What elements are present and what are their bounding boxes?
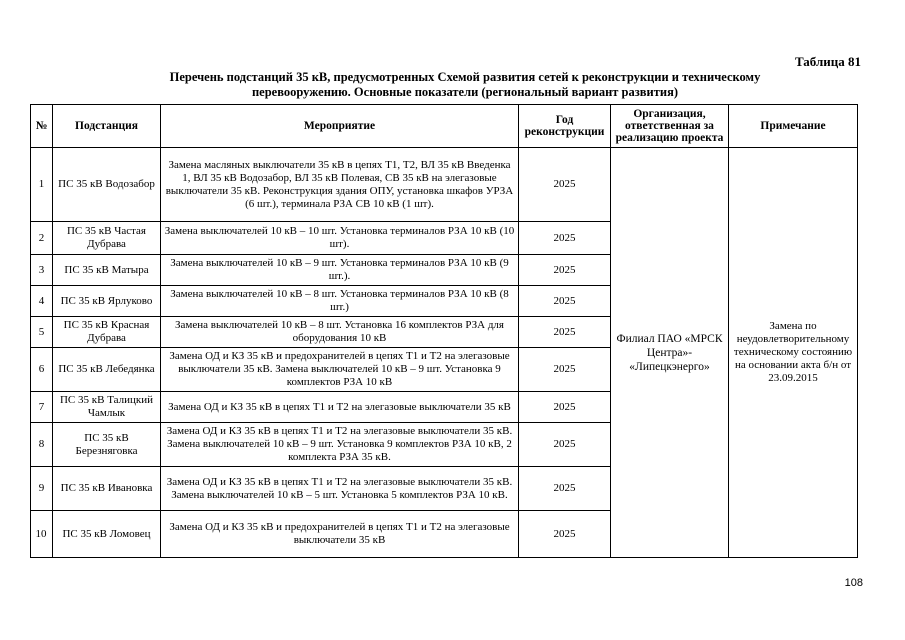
row-measure: Замена выключателей 10 кВ – 9 шт. Установка терминалов РЗА 10 кВ (9 шт.). <box>161 255 519 286</box>
row-num: 1 <box>31 148 53 222</box>
header-substation: Подстанция <box>53 105 161 148</box>
row-year: 2025 <box>519 317 611 348</box>
row-num: 10 <box>31 511 53 558</box>
row-year: 2025 <box>519 222 611 255</box>
row-substation: ПС 35 кВ Ломовец <box>53 511 161 558</box>
row-substation: ПС 35 кВ Водозабор <box>53 148 161 222</box>
row-num: 5 <box>31 317 53 348</box>
row-substation: ПС 35 кВ Частая Дубрава <box>53 222 161 255</box>
table-row <box>31 148 858 222</box>
row-year: 2025 <box>519 467 611 511</box>
substations-table <box>30 104 858 558</box>
row-year: 2025 <box>519 348 611 392</box>
row-measure: Замена выключателей 10 кВ – 10 шт. Установка терминалов РЗА 10 кВ (10 шт). <box>161 222 519 255</box>
note-cell: Замена по неудовлетворительному техническому состоянию на основании акта б/н от 23.09.2015 <box>729 148 858 558</box>
row-substation: ПС 35 кВ Матыра <box>53 255 161 286</box>
row-num: 4 <box>31 286 53 317</box>
row-year: 2025 <box>519 511 611 558</box>
row-num: 6 <box>31 348 53 392</box>
row-year: 2025 <box>519 392 611 423</box>
row-substation: ПС 35 кВ Березняговка <box>53 423 161 467</box>
row-num: 9 <box>31 467 53 511</box>
table-caption: Перечень подстанций 35 кВ, предусмотренных Схемой развития сетей к реконструкции и техническому перевооружению. Основные показатели (региональный вариант развития) <box>169 70 761 99</box>
row-year: 2025 <box>519 255 611 286</box>
header-measure: Мероприятие <box>161 105 519 148</box>
row-year: 2025 <box>519 423 611 467</box>
header-year: Год реконструкции <box>519 105 611 148</box>
row-substation: ПС 35 кВ Красная Дубрава <box>53 317 161 348</box>
row-year: 2025 <box>519 148 611 222</box>
row-substation: ПС 35 кВ Лебедянка <box>53 348 161 392</box>
row-measure: Замена ОД и КЗ 35 кВ в цепях Т1 и Т2 на элегазовые выключатели 35 кВ <box>161 392 519 423</box>
row-measure: Замена выключателей 10 кВ – 8 шт. Установка терминалов РЗА 10 кВ (8 шт.) <box>161 286 519 317</box>
header-note: Примечание <box>729 105 858 148</box>
row-substation: ПС 35 кВ Ярлуково <box>53 286 161 317</box>
table-header-row <box>31 105 858 148</box>
row-num: 8 <box>31 423 53 467</box>
row-num: 2 <box>31 222 53 255</box>
organization-cell: Филиал ПАО «МРСК Центра»- «Липецкэнерго» <box>611 148 729 558</box>
header-num: № <box>31 105 53 148</box>
row-measure: Замена ОД и КЗ 35 кВ в цепях Т1 и Т2 на элегазовые выключатели 35 кВ. Замена выключателей 10 кВ – 5 шт. Установка 5 комплектов РЗА 10 кВ. <box>161 467 519 511</box>
page-number: 108 <box>844 577 863 589</box>
row-measure: Замена ОД и КЗ 35 кВ в цепях Т1 и Т2 на элегазовые выключатели 35 кВ. Замена выключателей 10 кВ – 9 шт. Установка 9 комплектов РЗА 10 кВ, 2 комплекта РЗА 35 кВ. <box>161 423 519 467</box>
row-num: 7 <box>31 392 53 423</box>
row-measure: Замена выключателей 10 кВ – 8 шт. Установка 16 комплектов РЗА для оборудования 10 кВ <box>161 317 519 348</box>
row-measure: Замена масляных выключатели 35 кВ в цепях Т1, Т2, ВЛ 35 кВ Введенка 1, ВЛ 35 кВ Водозабор, ВЛ 35 кВ Полевая, СВ 35 кВ на элегазовые выключатели 35 кВ. Реконструкция здания ОПУ, установка шкафов УРЗА (6 шт.), терминала РЗА СВ 10 кВ (1 шт). <box>161 148 519 222</box>
row-substation: ПС 35 кВ Талицкий Чамлык <box>53 392 161 423</box>
row-num: 3 <box>31 255 53 286</box>
row-substation: ПС 35 кВ Ивановка <box>53 467 161 511</box>
row-measure: Замена ОД и КЗ 35 кВ и предохранителей в цепях Т1 и Т2 на элегазовые выключатели 35 кВ <box>161 511 519 558</box>
header-organization: Организация, ответственная за реализацию проекта <box>611 105 729 148</box>
row-year: 2025 <box>519 286 611 317</box>
row-measure: Замена ОД и КЗ 35 кВ и предохранителей в цепях Т1 и Т2 на элегазовые выключатели 35 кВ. Замена выключателей 10 кВ – 9 шт. Установка 9 комплектов РЗА 10 кВ <box>161 348 519 392</box>
table-label: Таблица 81 <box>794 54 861 69</box>
